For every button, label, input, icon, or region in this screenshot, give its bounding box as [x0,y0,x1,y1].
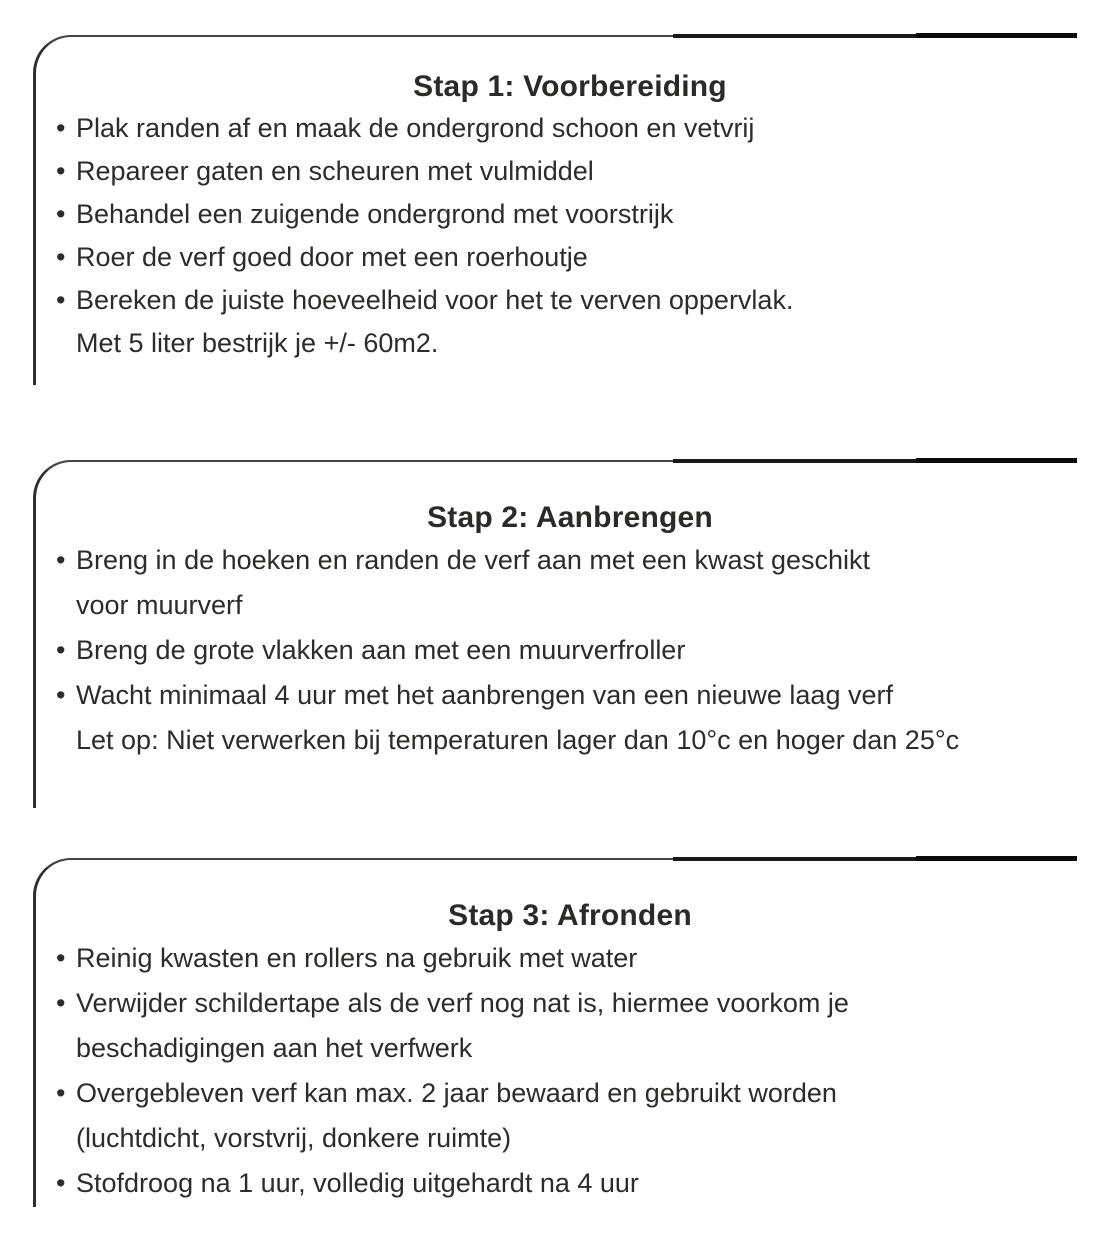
bullet-icon: • [56,285,66,315]
bullet-item [36,538,1076,628]
bullet-line: Repareer gaten en scheuren met vulmiddel [76,156,594,186]
bullet-item [36,236,1076,279]
bullet-line: Behandel een zuigende ondergrond met voorstrijk [76,199,674,229]
bullet-line: Roer de verf goed door met een roerhoutje [76,242,588,272]
bullet-item [36,150,1076,193]
bullet-line: Overgebleven verf kan max. 2 jaar bewaard en gebruikt worden [76,1078,837,1108]
step-box-1 [33,35,1076,385]
step-1-title: Stap 1: Voorbereiding [413,70,727,103]
bullet-icon: • [56,988,66,1018]
step-box-2 [33,460,1076,808]
bullet-item [36,936,1076,981]
bullet-line: Breng in de hoeken en randen de verf aan met een kwast geschikt [76,545,871,575]
bullet-icon: • [56,199,66,229]
bullet-item [36,673,1076,763]
bullet-item [36,193,1076,236]
bullet-item [36,107,1076,150]
bullet-line-continuation: Let op: Niet verwerken bij temperaturen lager dan 10°c en hoger dan 25°c [76,725,960,755]
bullet-line: Breng de grote vlakken aan met een muurverfroller [76,635,686,665]
bullet-item [36,1161,1076,1206]
bullet-line-continuation: beschadigingen aan het verfwerk [76,1033,473,1063]
bullet-line-continuation: voor muurverf [76,590,243,620]
bullet-line-continuation: (luchtdicht, vorstvrij, donkere ruimte) [76,1123,512,1153]
bullet-icon: • [56,1078,66,1108]
bullet-line: Stofdroog na 1 uur, volledig uitgehardt na 4 uur [76,1168,639,1198]
step-3-title: Stap 3: Afronden [448,899,692,932]
bullet-icon: • [56,156,66,186]
bullet-item [36,981,1076,1071]
bullet-line: Bereken de juiste hoeveelheid voor het te verven oppervlak. [76,285,794,315]
bullet-icon: • [56,113,66,143]
step-2-bullet-list [36,538,1076,763]
bullet-line: Wacht minimaal 4 uur met het aanbrengen van een nieuwe laag verf [76,680,893,710]
step-box-3 [33,858,1076,1207]
bullet-line: Verwijder schildertape als de verf nog nat is, hiermee voorkom je [76,988,849,1018]
bullet-icon: • [56,635,66,665]
bullet-line: Plak randen af en maak de ondergrond schoon en vetvrij [76,113,755,143]
step-1-bullet-list [36,107,1076,365]
bullet-line-continuation: Met 5 liter bestrijk je +/- 60m2. [76,328,439,358]
bullet-item [36,1071,1076,1161]
bullet-icon: • [56,545,66,575]
step-3-bullet-list [36,936,1076,1206]
bullet-icon: • [56,943,66,973]
bullet-line: Reinig kwasten en rollers na gebruik met water [76,943,638,973]
bullet-item [36,279,1076,365]
bullet-icon: • [56,680,66,710]
bullet-icon: • [56,1168,66,1198]
bullet-item [36,628,1076,673]
step-2-title: Stap 2: Aanbrengen [427,501,713,534]
bullet-icon: • [56,242,66,272]
